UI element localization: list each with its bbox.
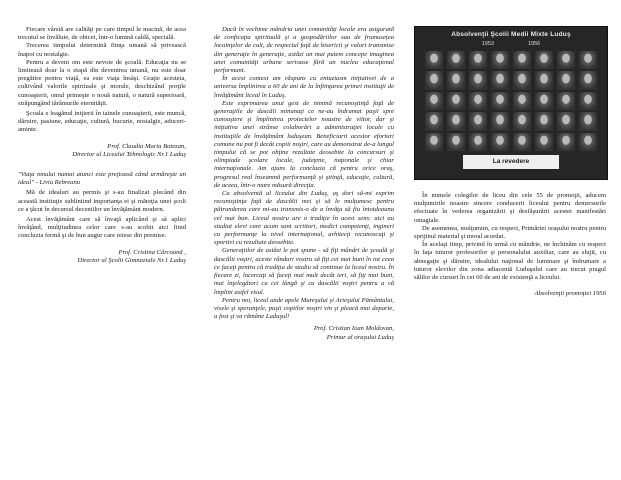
paragraph: Pentru a deveni om este nevoie de şcoală. Educaţia nu se limitează doar la o etapă din devenirea umană, nu este doar pregătire pentru viaţă, ea este viaţa însăşi. Graţie acesteia, cultivând valorile spirituale şi morale, deschizând porţile cunoaşterii, omul primeşte o nouă natură, o natură superioară, străpungând tărâmurile eternităţii.	[18, 58, 186, 107]
portrait-thumbnail	[579, 71, 597, 89]
paragraph: Este exprimarea unui gest de nimină recunoştinţă faţă de generaţiile de dascăli minunaţi ce ne-au îndrumat paşii spre cunoaştere şi împlinirea proiectelor noastre de viitor, dar şi iniţiativa unei strânse colaborări a administraţiei locale cu instituţiile de învăţământ luduşean. Beneficiarii acestor eforturi comune nu pot fi decât copiii noştri, care au demonstrat de-a lungul timpului că se pot obţine rezultate deosebite la concursuri şi olimpiade şcolare locale, judeţene, naţionale şi chiar internaţionale. Am ajuns la concluzia că pentru orice oraş, progresul real înseamnă performanţă şi ştiinţă, educaţie, cultură, de aceea, într-o mare măsură direcţia.	[214, 99, 394, 189]
portrait-thumbnail	[491, 112, 509, 130]
photo-year-start: 1953	[481, 41, 494, 47]
signature-primar	[214, 325, 394, 341]
portrait-thumbnail	[469, 71, 487, 89]
paragraph: În acelaşi timp, privind în urmă cu mândrie, ne închinăm cu respect în faţa tuturor profesorilor şi personalului auxiliar, care au slujit, cu abnegaţie şi dăruire, idealului naţional de luminare şi îndrumare a tuturor elevilor din zona adiacentă Luduşului care au trecut pragul sălilor de cursuri în cei 60 de ani de existenţă a liceului.	[414, 241, 606, 282]
portrait-thumbnail	[557, 133, 575, 151]
photo-banner: La revedere	[463, 155, 559, 169]
portrait-thumbnail	[535, 133, 553, 151]
portrait-thumbnail	[447, 92, 465, 110]
portrait-thumbnail	[491, 133, 509, 151]
column-left	[18, 26, 186, 265]
portrait-thumbnail	[425, 112, 443, 130]
portrait-thumbnail	[557, 112, 575, 130]
paragraph: În numele colegilor de liceu din cele 55 de promoţii, aducem mulţumirile noastre sincere conducerii liceului pentru demersurile efectuate în vederea organizării şi desfăşurării acestei manifestări omagiale.	[414, 192, 606, 224]
portrait-thumbnail	[425, 51, 443, 69]
portrait-thumbnail	[425, 133, 443, 151]
portrait-thumbnail	[447, 51, 465, 69]
signature-role: Director al Liceului Tehnologic Nr.1 Luduş	[72, 150, 186, 158]
portrait-thumbnail	[579, 51, 597, 69]
paragraph: Şcoala e leagănul iniţierii în tainele cunoaşterii, este muncă, dăruire, pasiune, educaţie, cultură, bucurie, nostalgie, aduceri-aminte.	[18, 110, 186, 134]
paragraph: Dacă în vechime mândria unei comunităţi locale era asigurată de conficaţia spirituală şi a gospodăriilor sau de frumuseţea locuinţelor de cult, de respectul faţă de bisericii şi valori transmise din generaţie în generaţie, astăzi un mai putem concepe imaginea unei comunităţi urbane serioase fără un nucleu educaţional performant.	[214, 26, 394, 75]
portrait-thumbnail	[447, 133, 465, 151]
signature-name: Prof. Claudia Maria Botezan,	[107, 142, 186, 150]
portrait-thumbnail	[557, 71, 575, 89]
quote: "Viaţa omului numai atunci este preţioasă când urmăreşte un ideal" - Liviu Rebreanu	[18, 171, 186, 187]
portrait-thumbnail	[447, 71, 465, 89]
portrait-thumbnail	[513, 112, 531, 130]
portrait-grid	[425, 51, 597, 151]
paragraph: Ca absolventă al liceului din Luduş, aş dori să-mi exprim recunoştinţa faţă de dascălii mei şi să le mulţumesc pentru pătrunderea care mi-au transmis-o de a învăţa să fiu întotdeauna cel mai bun. Liceul nostru are o tradiţie în acest sens: aici au studiat elevi care acum sunt scriitori, medici competenţi, ingineri cu performanţe la nivel internaţional, arhitecţi recunoscuţi şi sportivi cu rezultate deosebite.	[214, 190, 394, 247]
paragraph: De asemenea, mulţumim, cu respect, Primăriei oraşului nostru pentru sprijinul material şi moral acordat.	[414, 224, 606, 241]
thanks-text	[414, 192, 606, 298]
column-middle	[214, 26, 394, 342]
portrait-thumbnail	[579, 133, 597, 151]
portrait-thumbnail	[535, 71, 553, 89]
signature-name: Prof. Cristian Ioan Moldovan,	[313, 325, 394, 333]
portrait-thumbnail	[469, 51, 487, 69]
portrait-thumbnail	[557, 92, 575, 110]
portrait-thumbnail	[535, 112, 553, 130]
paragraph: Fiecare vârstă are calităţi pe care timpul le macină, de acea trecutul se învăluie, de obicei, într-o lumină caldă, specială.	[18, 26, 186, 42]
portrait-thumbnail	[535, 92, 553, 110]
signature-role: Director al Şcolii Gimnaziale Nr.1 Luduş	[77, 256, 186, 264]
photo-years	[415, 40, 607, 48]
portrait-thumbnail	[491, 51, 509, 69]
signature-director-liceu	[18, 143, 186, 159]
portrait-thumbnail	[491, 92, 509, 110]
signature-role: Primar al oraşului Luduş	[326, 333, 394, 341]
paragraph: Acest învăţământ care să învaţă aplicând şi să aplici învăţând, mulţitudinea celor care s-au scobit aici fiind concluzia fermă şi de bun augur care reiese din premise.	[18, 216, 186, 240]
portrait-thumbnail	[469, 92, 487, 110]
signature-director-scoala	[18, 249, 186, 265]
portrait-thumbnail	[557, 51, 575, 69]
portrait-thumbnail	[513, 92, 531, 110]
portrait-thumbnail	[447, 112, 465, 130]
class-tableau-photo	[414, 26, 608, 180]
paragraph: Generaţiilor de astăzi le pot spune - să fiţi mândri de şcoală şi dascălii voştri, aceste rânduri vostru să fiţi cei mai buni în tot ceea ce faceţi pentru că tradiţia de studiu să continue la liceul nostru. În fiecare zi, încercaţi să faceţi mai mult decât ieri, să fiţi mai buni, mai înţelegători cu cei lângă şi cu dascălii voştri pentru a vă împlini astfel visul.	[214, 247, 394, 296]
portrait-thumbnail	[425, 71, 443, 89]
signature-absolventi: Absolvenţii promoţiei 1956	[534, 290, 606, 298]
portrait-thumbnail	[425, 92, 443, 110]
column-right	[414, 26, 606, 298]
portrait-thumbnail	[469, 112, 487, 130]
portrait-thumbnail	[491, 71, 509, 89]
paragraph: În acest context am răspuns cu entuziasm iniţiativei de a aniversa împlinirea a 60 de ani de la înfiinţarea primei instituţii de învăţământ liceal în Luduş.	[214, 75, 394, 99]
portrait-thumbnail	[535, 51, 553, 69]
paragraph: Mă de idealuri au permis şi s-au finalizat plecând din această instituţie subliniind importanţa ei şi măreţia unei şcoli ce a ţâcut în decursul deceniilor un învăţământ modern.	[18, 189, 186, 213]
photo-title: Absolvenţii Şcolii Medii Mixte Luduş	[451, 31, 571, 38]
portrait-thumbnail	[513, 51, 531, 69]
paragraph: Pentru noi, liceul unde apele Mureşului şi Arieşului Pământului, visele şi speranţele, paşii copiilor noştri vin şi pleacă mai departe, a fost şi va rămâne Luduşul!	[214, 296, 394, 321]
portrait-thumbnail	[579, 112, 597, 130]
portrait-thumbnail	[579, 92, 597, 110]
portrait-thumbnail	[513, 71, 531, 89]
paragraph: Trecerea timpului determină fiinţa umană să privească înapoi cu nostalgie.	[18, 42, 186, 58]
portrait-thumbnail	[469, 133, 487, 151]
portrait-thumbnail	[513, 133, 531, 151]
photo-year-end: 1956	[528, 41, 541, 47]
signature-name: Prof. Cristina Cârcoană ,	[118, 248, 186, 256]
